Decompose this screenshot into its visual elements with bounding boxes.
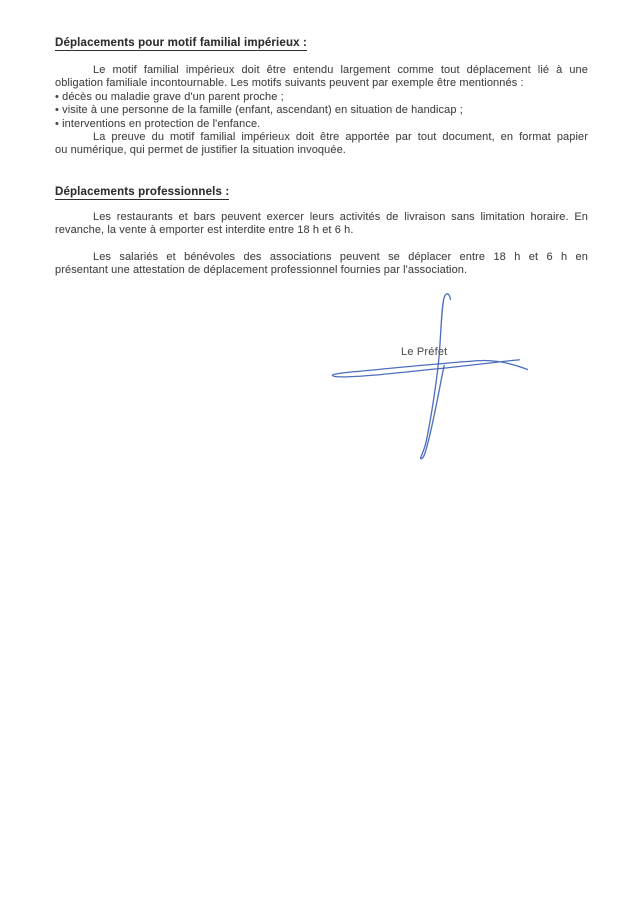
paragraph-line: ou numérique, qui permet de justifier la situation invoquée. [55, 144, 346, 157]
paragraph-line: Les restaurants et bars peuvent exercer leurs activités de livraison sans limitation horaire. En [93, 211, 588, 223]
bullet-item: • interventions en protection de l'enfance. [55, 117, 261, 130]
signature-horizontal-stroke [332, 360, 527, 377]
bullet-item: • décès ou maladie grave d'un parent proche ; [55, 91, 284, 103]
paragraph-family-intro [55, 64, 588, 91]
paragraph-line: revanche, la vente à emporter est interdite entre 18 h et 6 h. [55, 224, 354, 237]
paragraph-restaurants [55, 211, 588, 238]
signature-title-label: Le Préfet [401, 346, 448, 358]
section-heading-family [55, 37, 588, 50]
paragraph-line: présentant une attestation de déplacement professionnel fournies par l'association. [55, 264, 468, 277]
heading-underlined-text: Déplacements professionnels : [55, 186, 230, 198]
paragraph-associations [55, 251, 588, 278]
bullet-list-family-motifs [55, 91, 588, 131]
paragraph-line: Le motif familial impérieux doit être entendu largement comme tout déplacement lié à une [93, 64, 588, 76]
handwritten-signature-ink [320, 283, 550, 468]
paragraph-line: obligation familiale incontournable. Les motifs suivants peuvent par exemple être mentionnés : [55, 77, 524, 90]
heading-underlined-text: Déplacements pour motif familial impérieux : [55, 37, 307, 49]
bullet-item: • visite à une personne de la famille (enfant, ascendant) en situation de handicap ; [55, 104, 463, 117]
signature-vertical-stroke [421, 294, 451, 459]
paragraph-family-proof [55, 131, 588, 158]
paragraph-line: La preuve du motif familial impérieux doit être apportée par tout document, en format papier [93, 131, 588, 143]
paragraph-line: Les salariés et bénévoles des associations peuvent se déplacer entre 18 h et 6 h en [93, 251, 588, 263]
section-heading-professional [55, 186, 588, 199]
